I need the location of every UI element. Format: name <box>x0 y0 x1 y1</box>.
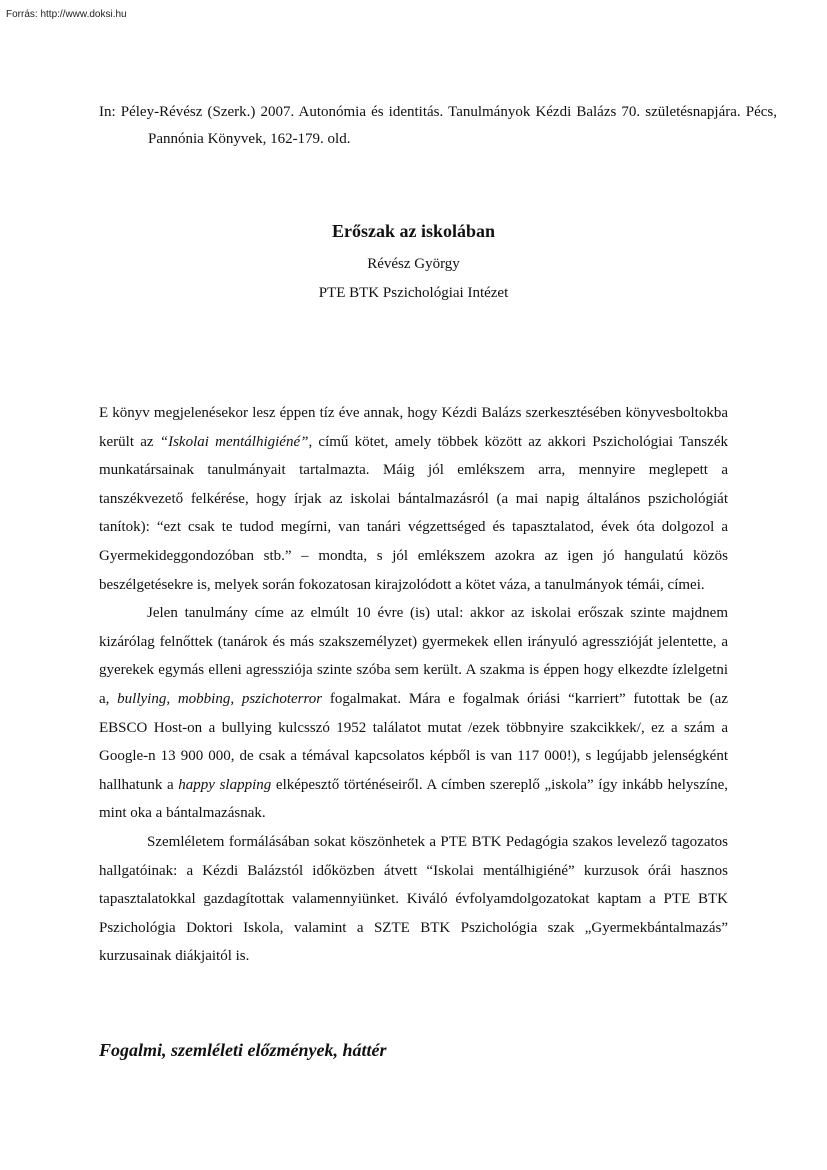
source-url: Forrás: http://www.doksi.hu <box>6 9 127 20</box>
text-span: E könyv megjelenésekor lesz éppen tíz éve annak, hogy Kézdi Balázs szerkesztésében könyvesboltokba került az <box>99 405 728 450</box>
citation: In: Péley-Révész (Szerk.) 2007. Autonómia és identitás. Tanulmányok Kézdi Balázs 70. születésnapjára. Pécs, Pannónia Könyvek, 162-179. old. <box>99 104 777 147</box>
section-heading: Fogalmi, szemléleti előzmények, háttér <box>99 1040 387 1060</box>
text-span: fogalmakat. Mára e fogalmak óriási “karriert” futottak be (az EBSCO Host-on a bullying kulcsszó 1952 találatot mutat /ezek többnyire szakcikkek/, ez a szám a Google-n 13 900 000, de csak a témával kapcsolatos képből is van 117 000!), s legújabb jelenségként hallhatunk a <box>99 690 728 793</box>
paragraph-acknowledgements: Szemléletem formálásában sokat köszönhetek a PTE BTK Pedagógia szakos levelező tagozatos hallgatóinak: a Kézdi Balázstól időközben átvett “Iskolai mentálhigiéné” kurzusok órái hasznos tapasztalatokkal gazdagítottak valamennyiünket. Kiváló évfolyamdolgozatokat kaptam a PTE BTK Pszichológia Doktori Iskola, valamint a SZTE BTK Pszichológia szak „Gyermekbántalmazás” kurzusainak diákjaitól is. <box>99 833 728 965</box>
author-institute: PTE BTK Pszichológiai Intézet <box>318 285 509 301</box>
text-span: , című kötet, amely többek között az akkori Pszichológiai Tanszék munkatársainak tanulmányait tartalmazta. Máig jól emlékszem arra, mennyire meglepett a tanszékvezető felkérése, hogy írjak az iskolai bántalmazásról (a mai napig általános pszichológiát tanítok): “ezt csak te tudod megírni, van tanári végzettséged és tapasztalatod, évek óta dolgozol a Gyermekideggondozóban stb.” – mondta, s jól emlékszem azokra az igen jó hangulatú közös beszélgetésekre is, melyek során fokozatosan kirajzolódott a kötet váza, a tanulmányok témái, címei. <box>99 433 728 593</box>
text-span: elképesztő történéseiről. A címben szereplő „iskola” így inkább helyszíne, mint oka a bántalmazásnak. <box>99 776 728 822</box>
italic-happy-slapping: happy slapping <box>178 776 272 793</box>
paragraph-intro <box>99 399 728 599</box>
paragraph-context <box>99 599 728 828</box>
author-name: Révész György <box>367 256 460 272</box>
text-span: Jelen tanulmány címe az elmúlt 10 évre (is) utal: akkor az iskolai erőszak szinte majdnem kizárólag felnőttek (tanárok és más szakszemélyzet) gyermekek ellen irányuló agresszióját jelentette, a gyerekek egymás elleni agressziója szinte szóba sem került. A szakma is éppen hogy elkezdte ízlelgetni a, <box>99 605 728 707</box>
italic-book-title: “Iskolai mentálhigiéné” <box>159 433 309 450</box>
body-text <box>99 399 728 971</box>
italic-terms: bullying, mobbing, pszichoterror <box>117 690 323 707</box>
document-title: Erőszak az iskolában <box>331 221 496 241</box>
